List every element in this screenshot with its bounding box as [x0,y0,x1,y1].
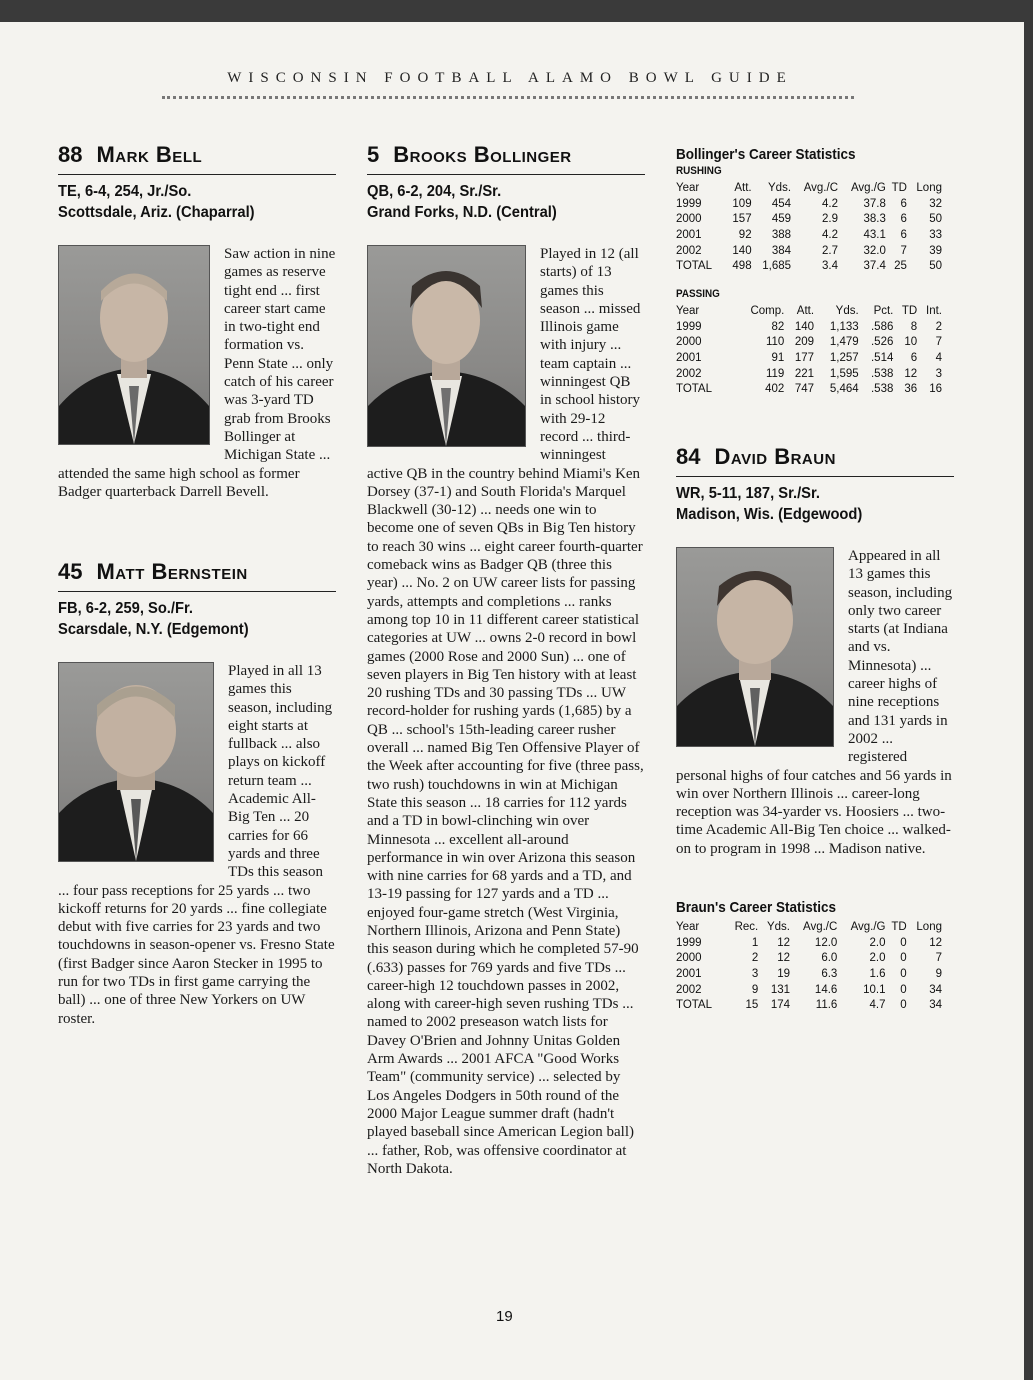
table-cell: 454 [771,197,792,210]
table-cell: 1999 [676,320,702,333]
table-cell: 1,685 [762,260,792,273]
bollinger-stats [676,146,946,397]
table-cell: 2 [751,952,759,965]
table-cell: 2001 [676,228,702,241]
table-cell: 2.9 [822,213,839,226]
rushing-label: RUSHING [676,165,722,177]
column-header: Long [916,181,942,194]
table-cell: 2002 [676,244,702,257]
table-cell: 6.3 [821,967,838,980]
column-header: Att. [796,304,815,317]
table-cell: .514 [870,352,894,365]
running-header: WISCONSIN FOOTBALL ALAMO BOWL GUIDE [227,70,793,86]
jersey-number: 84 [676,444,701,469]
table-cell: 6 [910,352,918,365]
table-cell: 2000 [676,213,702,226]
table-cell: 9 [751,983,759,996]
passing-label: PASSING [676,288,720,301]
table-cell: 7 [935,952,942,965]
table-cell: 92 [738,228,752,241]
table-row [676,966,942,982]
table-cell: 38.3 [863,213,886,226]
table-cell: 7 [935,336,942,349]
table-cell: 4 [935,352,942,365]
player-name: Brooks Bollinger [393,142,572,167]
table-row [676,211,942,227]
table-cell: 7 [900,244,907,257]
table-cell: 34 [929,999,942,1012]
column-header: Comp. [750,304,785,317]
table-cell: 37.8 [863,197,886,210]
heading-rule [58,174,336,175]
table-row [676,243,942,259]
table-cell: 2002 [676,367,702,380]
table-cell: 3.4 [822,260,839,273]
table-row [676,982,942,998]
passing-table [676,303,942,397]
table-cell: 15 [745,999,759,1012]
stats-title: Bollinger's Career Statistics [676,146,856,163]
table-header-row [676,919,942,935]
stats-title: Braun's Career Statistics [676,899,837,916]
table-cell: 131 [770,983,790,996]
table-cell: 6 [900,213,907,226]
table-row [676,935,942,951]
table-cell: TOTAL [676,383,712,396]
column-header: Yds. [766,920,790,933]
bio-text: Played in all 13 games this season, including eight starts at fullback ... also plays on kickoff return team ... Academic All-Big Ten ... 20 carries for 66 yards and three TDs this season ... four pass receptions for 25 yards ... two kickoff returns for 20 yards ... fine collegiate debut with five carries for 23 yards and two touchdowns in season-opener vs. Fresno State (first Badger since Aaron Stecker in 1995 to run for two TDs in first game carrying the ball) ... one of three New Yorkers on UW roster. [58,663,335,1027]
player-name: David Braun [714,444,836,469]
column-header: Yds. [768,181,792,194]
table-cell: 4.2 [822,197,839,210]
jersey-number: 45 [58,559,83,584]
table-cell: 4.2 [822,228,839,241]
player-name: Mark Bell [96,142,203,167]
column-header: Year [676,304,700,317]
table-cell: 50 [929,260,942,273]
table-cell: 498 [732,260,752,273]
player-hometown: Madison, Wis. (Edgewood) [676,506,863,523]
table-cell: 39 [929,244,942,257]
table-cell: 1,133 [829,320,859,333]
column-header: Year [676,920,700,933]
table-cell: 1,595 [829,367,859,380]
player-heading [676,444,954,470]
table-cell: 19 [777,967,790,980]
table-cell: 221 [794,367,815,380]
table-cell: 2002 [676,983,702,996]
table-cell: 140 [794,320,815,333]
table-row [676,350,942,366]
table-cell: 2001 [676,967,702,980]
table-cell: 3 [935,367,942,380]
table-cell: 34 [929,983,942,996]
table-cell: 8 [910,320,918,333]
table-row [676,319,942,335]
player-vitals: FB, 6-2, 259, So./Fr. [58,600,193,617]
table-cell: 25 [894,260,907,273]
table-cell: 1999 [676,936,702,949]
player-bollinger [367,142,645,1178]
table-header-row [676,303,942,319]
braun-stats [676,899,946,1013]
rushing-table [676,180,942,274]
column-header: TD [891,181,907,194]
table-row [676,382,942,398]
table-cell: 2.0 [869,952,886,965]
player-hometown: Grand Forks, N.D. (Central) [367,204,557,221]
player-bio [676,547,954,858]
table-cell: 6 [900,197,907,210]
player-braun [676,444,954,858]
table-cell: 140 [732,244,752,257]
column-header: Att. [734,181,752,194]
table-cell: 16 [929,383,942,396]
table-cell: .526 [870,336,894,349]
table-cell: 2000 [676,952,702,965]
table-cell: 402 [765,383,785,396]
header-dotted-rule [162,96,854,99]
receiving-table [676,919,942,1013]
heading-rule [676,476,954,477]
table-cell: 109 [732,197,752,210]
table-row [676,950,942,966]
table-cell: 6.0 [821,952,838,965]
table-cell: 4.7 [869,999,886,1012]
table-cell: 32 [929,197,942,210]
page-number: 19 [496,1308,513,1325]
heading-rule [58,591,336,592]
table-cell: 36 [904,383,918,396]
table-cell: 459 [771,213,792,226]
player-photo [676,547,834,747]
column-header: Year [676,181,700,194]
table-cell: TOTAL [676,260,712,273]
player-heading [58,142,336,168]
table-row [676,258,942,274]
column-header: TD [901,304,918,317]
table-cell: 119 [765,367,785,380]
table-cell: TOTAL [676,999,712,1012]
table-cell: 9 [935,967,942,980]
bio-text: Saw action in nine games as reserve tight end ... first career start came in two-tight end formation vs. Penn State ... only catch of his career was 3-yard TD grab from Brooks Bollinger at Michigan State ... attended the same high school as former Badger quarterback Darrell Bevell. [58,246,336,500]
table-cell: 747 [794,383,815,396]
table-cell: 2.7 [822,244,839,257]
table-row [676,227,942,243]
table-row [676,335,942,351]
player-hometown: Scottsdale, Ariz. (Chaparral) [58,204,255,221]
table-cell: 1,479 [829,336,859,349]
bio-text: Appeared in all 13 games this season, including only two career starts (at Indiana and vs. Minnesota) ... career highs of nine receptions and 131 yards in 2002 ... registered personal highs of four catches and 56 yards in win over Northern Illinois ... career-long reception was 34-yarder vs. Hoosiers ... two-time Academic All-Big Ten choice ... walked-on to program in 1998 ... Madison native. [676,548,953,857]
table-cell: 2001 [676,352,702,365]
player-heading [367,142,645,168]
table-cell: 12 [929,936,942,949]
table-cell: 37.4 [863,260,886,273]
column-header: Avg./C [803,181,839,194]
table-cell: 0 [900,967,907,980]
table-cell: 32.0 [863,244,886,257]
player-bio [367,245,645,1178]
column-header: Long [916,920,942,933]
jersey-number: 88 [58,142,83,167]
column-header: Avg./G [850,181,886,194]
player-vitals: TE, 6-4, 254, Jr./So. [58,183,192,200]
table-cell: 10 [904,336,918,349]
table-cell: 384 [771,244,792,257]
player-vitals: QB, 6-2, 204, Sr./Sr. [367,183,502,200]
table-cell: 91 [771,352,785,365]
table-cell: 12 [777,936,790,949]
table-cell: 2000 [676,336,702,349]
table-cell: 110 [765,336,785,349]
player-name: Matt Bernstein [96,559,248,584]
bio-text: Played in 12 (all starts) of 13 games this season ... missed Illinois game with injury ... team captain ... winningest QB in school history with 29-12 record ... third-winningest active QB in the country behind Miami's Ken Dorsey (37-1) and South Florida's Marquel Blackwell (30-12) ... needs one win to become one of seven QBs in Big Ten history to reach 30 wins ... eight career fourth-quarter comeback wins as Badger QB (three this year) ... No. 2 on UW career lists for passing yards, attempts and completions ... ranks among top 10 in 11 different career statistical categories at UW ... owns 2-0 record in bowl games (2000 Rose and 2000 Sun) ... one of seven players in Big Ten history with at least 20 rushing TDs and 30 passing TDs ... UW record-holder for rushing yards (1,685) by a QB ... school's 15th-leading career rusher overall ... named Big Ten Offensive Player of the Week after accounting for five (three pass, two rush) touchdowns in win at Michigan State this season ... 18 carries for 112 yards and a TD in bowl-clinching win over Minnesota ... excellent all-around performance in win over Arizona this season with nine carries for 68 yards and a TD, and 13-19 passing for 127 yards and a TD ... enjoyed four-game stretch (West Virginia, Northern Illinois, Arizona and Penn State) this season during which he completed 57-90 (.633) passes for 769 yards and five TDs ... career-high 12 touchdown passes in 2002, along with career-high seven rushing TDs ... named to 2002 preseason watch lists for Davey O'Brien and Johnny Unitas Golden Arm Awards ... 2001 AFCA "Good Works Team" (community service) ... selected by Los Angeles Dodgers in 50th round of the 2000 Major League summer draft (hadn't played baseball since American Legion ball) ... father, Rob, was offensive coordinator at North Dakota. [367,246,644,1177]
table-cell: 6 [900,228,907,241]
table-cell: 10.1 [863,983,886,996]
table-cell: 43.1 [863,228,886,241]
heading-rule [367,174,645,175]
column-header: Avg./C [803,920,838,933]
table-cell: .538 [870,383,894,396]
table-cell: 1.6 [869,967,886,980]
table-cell: .538 [870,367,894,380]
table-cell: 0 [900,936,907,949]
table-cell: 209 [794,336,815,349]
player-vitals: WR, 5-11, 187, Sr./Sr. [676,485,821,502]
table-row [676,196,942,212]
table-cell: 1999 [676,197,702,210]
table-cell: 388 [771,228,792,241]
table-cell: 33 [929,228,942,241]
table-cell: 0 [900,999,907,1012]
table-cell: 12 [777,952,790,965]
player-bernstein [58,559,336,1028]
table-cell: 177 [794,352,815,365]
table-cell: 14.6 [814,983,838,996]
table-cell: 5,464 [829,383,859,396]
jersey-number: 5 [367,142,380,167]
player-photo [58,245,210,445]
table-cell: 3 [751,967,759,980]
table-row [676,997,942,1013]
column-header: TD [891,920,907,933]
column-header: Yds. [835,304,859,317]
table-cell: 2 [935,320,942,333]
table-cell: 1,257 [829,352,859,365]
table-cell: 50 [929,213,942,226]
player-hometown: Scarsdale, N.Y. (Edgemont) [58,621,249,638]
table-cell: 157 [732,213,752,226]
column-header: Avg./G [850,920,886,933]
table-cell: 1 [751,936,759,949]
table-cell: 2.0 [869,936,886,949]
column-header: Rec. [734,920,759,933]
table-cell: 0 [900,952,907,965]
table-cell: 0 [900,983,907,996]
table-cell: 12.0 [814,936,838,949]
table-row [676,366,942,382]
player-photo [367,245,526,447]
table-cell: 174 [770,999,790,1012]
table-cell: .586 [870,320,894,333]
player-heading [58,559,336,585]
table-header-row [676,180,942,196]
player-bio [58,662,336,1028]
player-photo [58,662,214,862]
player-bell [58,142,336,501]
table-cell: 11.6 [815,999,838,1012]
table-cell: 12 [904,367,918,380]
player-bio [58,245,336,501]
column-header: Int. [926,304,942,317]
table-cell: 82 [771,320,785,333]
column-header: Pct. [873,304,894,317]
